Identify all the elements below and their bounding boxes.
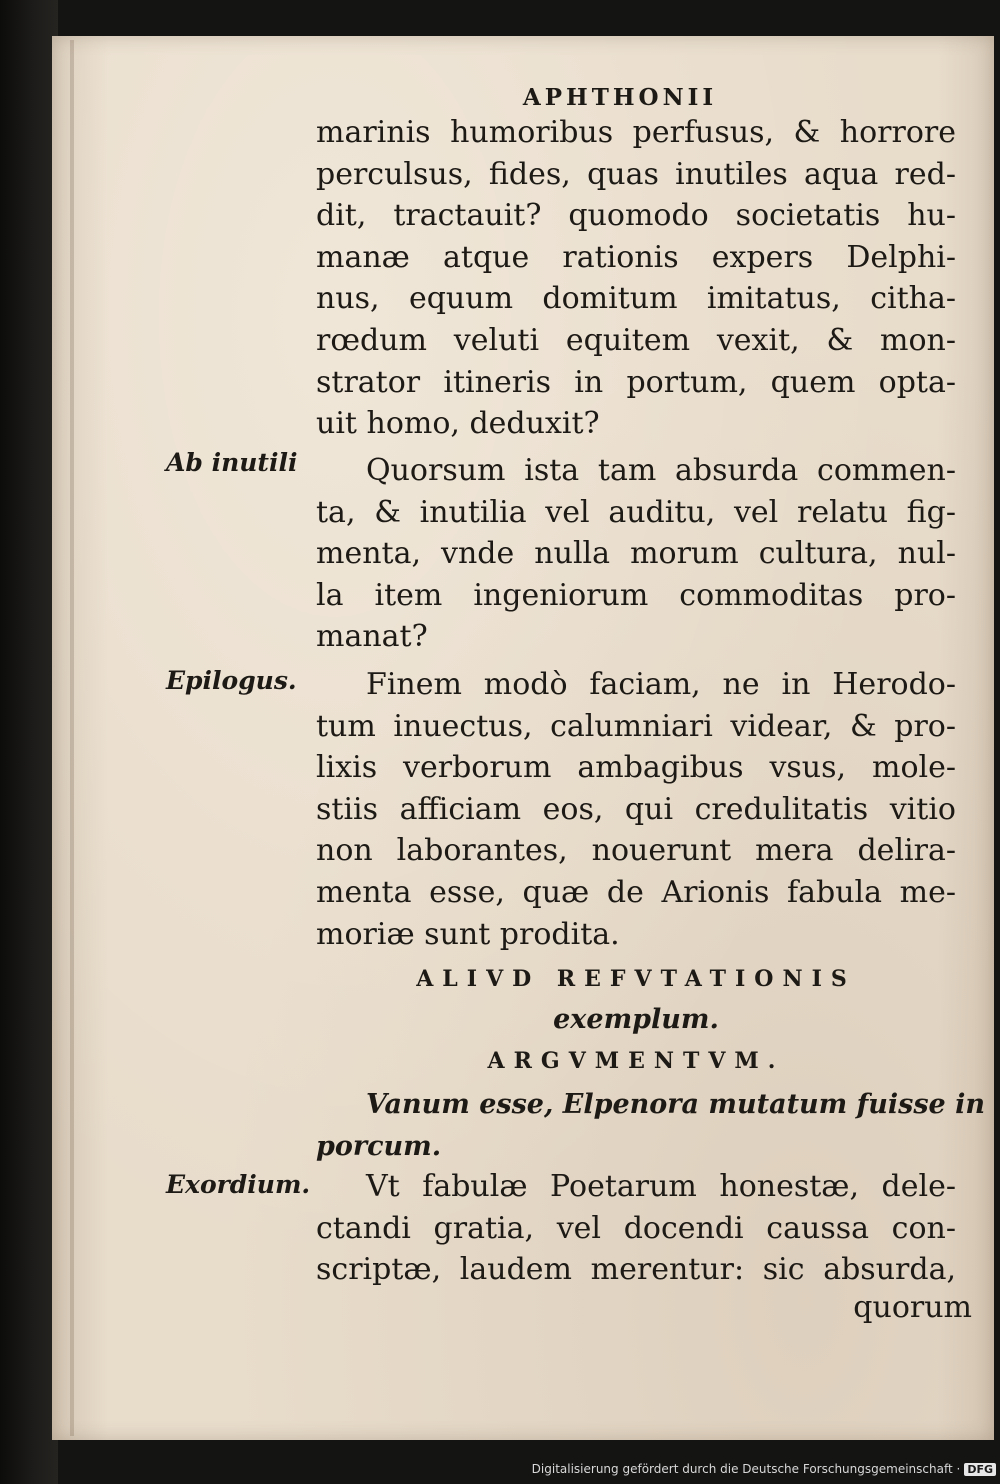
text-line: perculsus, fides, quas inutiles aqua red- [316,156,956,192]
margin-note-epilogus: Epilogus. [166,666,297,695]
catchword: quorum [853,1290,972,1325]
text-line: non laborantes, nouerunt mera delira- [316,833,956,869]
running-title: APHTHONII [522,84,718,111]
page-gutter [70,40,74,1436]
text-line: la item ingeniorum commoditas pro- [316,577,956,613]
text-block-1 [316,112,956,445]
margin-note-exordium: Exordium. [166,1170,311,1199]
text-line: menta, vnde nulla morum cultura, nul- [316,536,956,572]
text-line: dit, tractauit? quomodo societatis hu- [316,198,956,234]
digitization-footer [0,1462,996,1476]
dfg-logo-icon: DFG [964,1463,996,1476]
argument-line: porcum. [316,1130,442,1162]
text-block-2 [316,450,956,658]
section-subheading: exemplum. [553,1004,719,1035]
text-line: manat? [316,619,428,655]
text-line: Vt fabulæ Poetarum honestæ, dele- [366,1169,956,1204]
text-line: uit homo, deduxit? [316,406,600,442]
text-line: stiis afficiam eos, qui credulitatis vitio [316,791,956,827]
argument-line: Vanum esse, Elpenora mutatum fuisse in [366,1089,986,1120]
text-line: rœdum veluti equitem vexit, & mon- [316,322,956,358]
text-line: menta esse, quæ de Arionis fabula me- [316,874,956,910]
text-line: ta, & inutilia vel auditu, vel relatu fig- [316,494,956,530]
text-line: Finem modò faciam, ne in Herodo- [366,667,956,702]
text-line: tum inuectus, calumniari videar, & pro- [316,708,956,744]
text-block-3 [316,664,956,955]
text-line: marinis humoribus perfusus, & horrore [316,115,956,150]
text-line: Quorsum ista tam absurda commen- [366,453,956,488]
text-line: nus, equum domitum imitatus, citha- [316,281,956,317]
book-binding [0,0,58,1484]
section-heading: ALIVD REFVTATIONIS [416,966,856,992]
text-line: scriptæ, laudem merentur: sic absurda, [316,1252,956,1288]
text-line: manæ atque rationis expers Delphi- [316,239,956,275]
argument-text [316,1084,986,1167]
text-line: ctandi gratia, vel docendi caussa con- [316,1210,956,1246]
text-line: lixis verborum ambagibus vsus, mole- [316,750,956,786]
footer-text: Digitalisierung gefördert durch die Deutsche Forschungsgemeinschaft · [531,1462,961,1476]
argument-heading: ARGVMENTVM. [487,1048,785,1074]
text-block-4 [316,1166,956,1291]
text-line: moriæ sunt prodita. [316,916,620,952]
text-line: strator itineris in portum, quem opta- [316,364,956,400]
margin-note-ab-inutili: Ab inutili [166,448,298,477]
